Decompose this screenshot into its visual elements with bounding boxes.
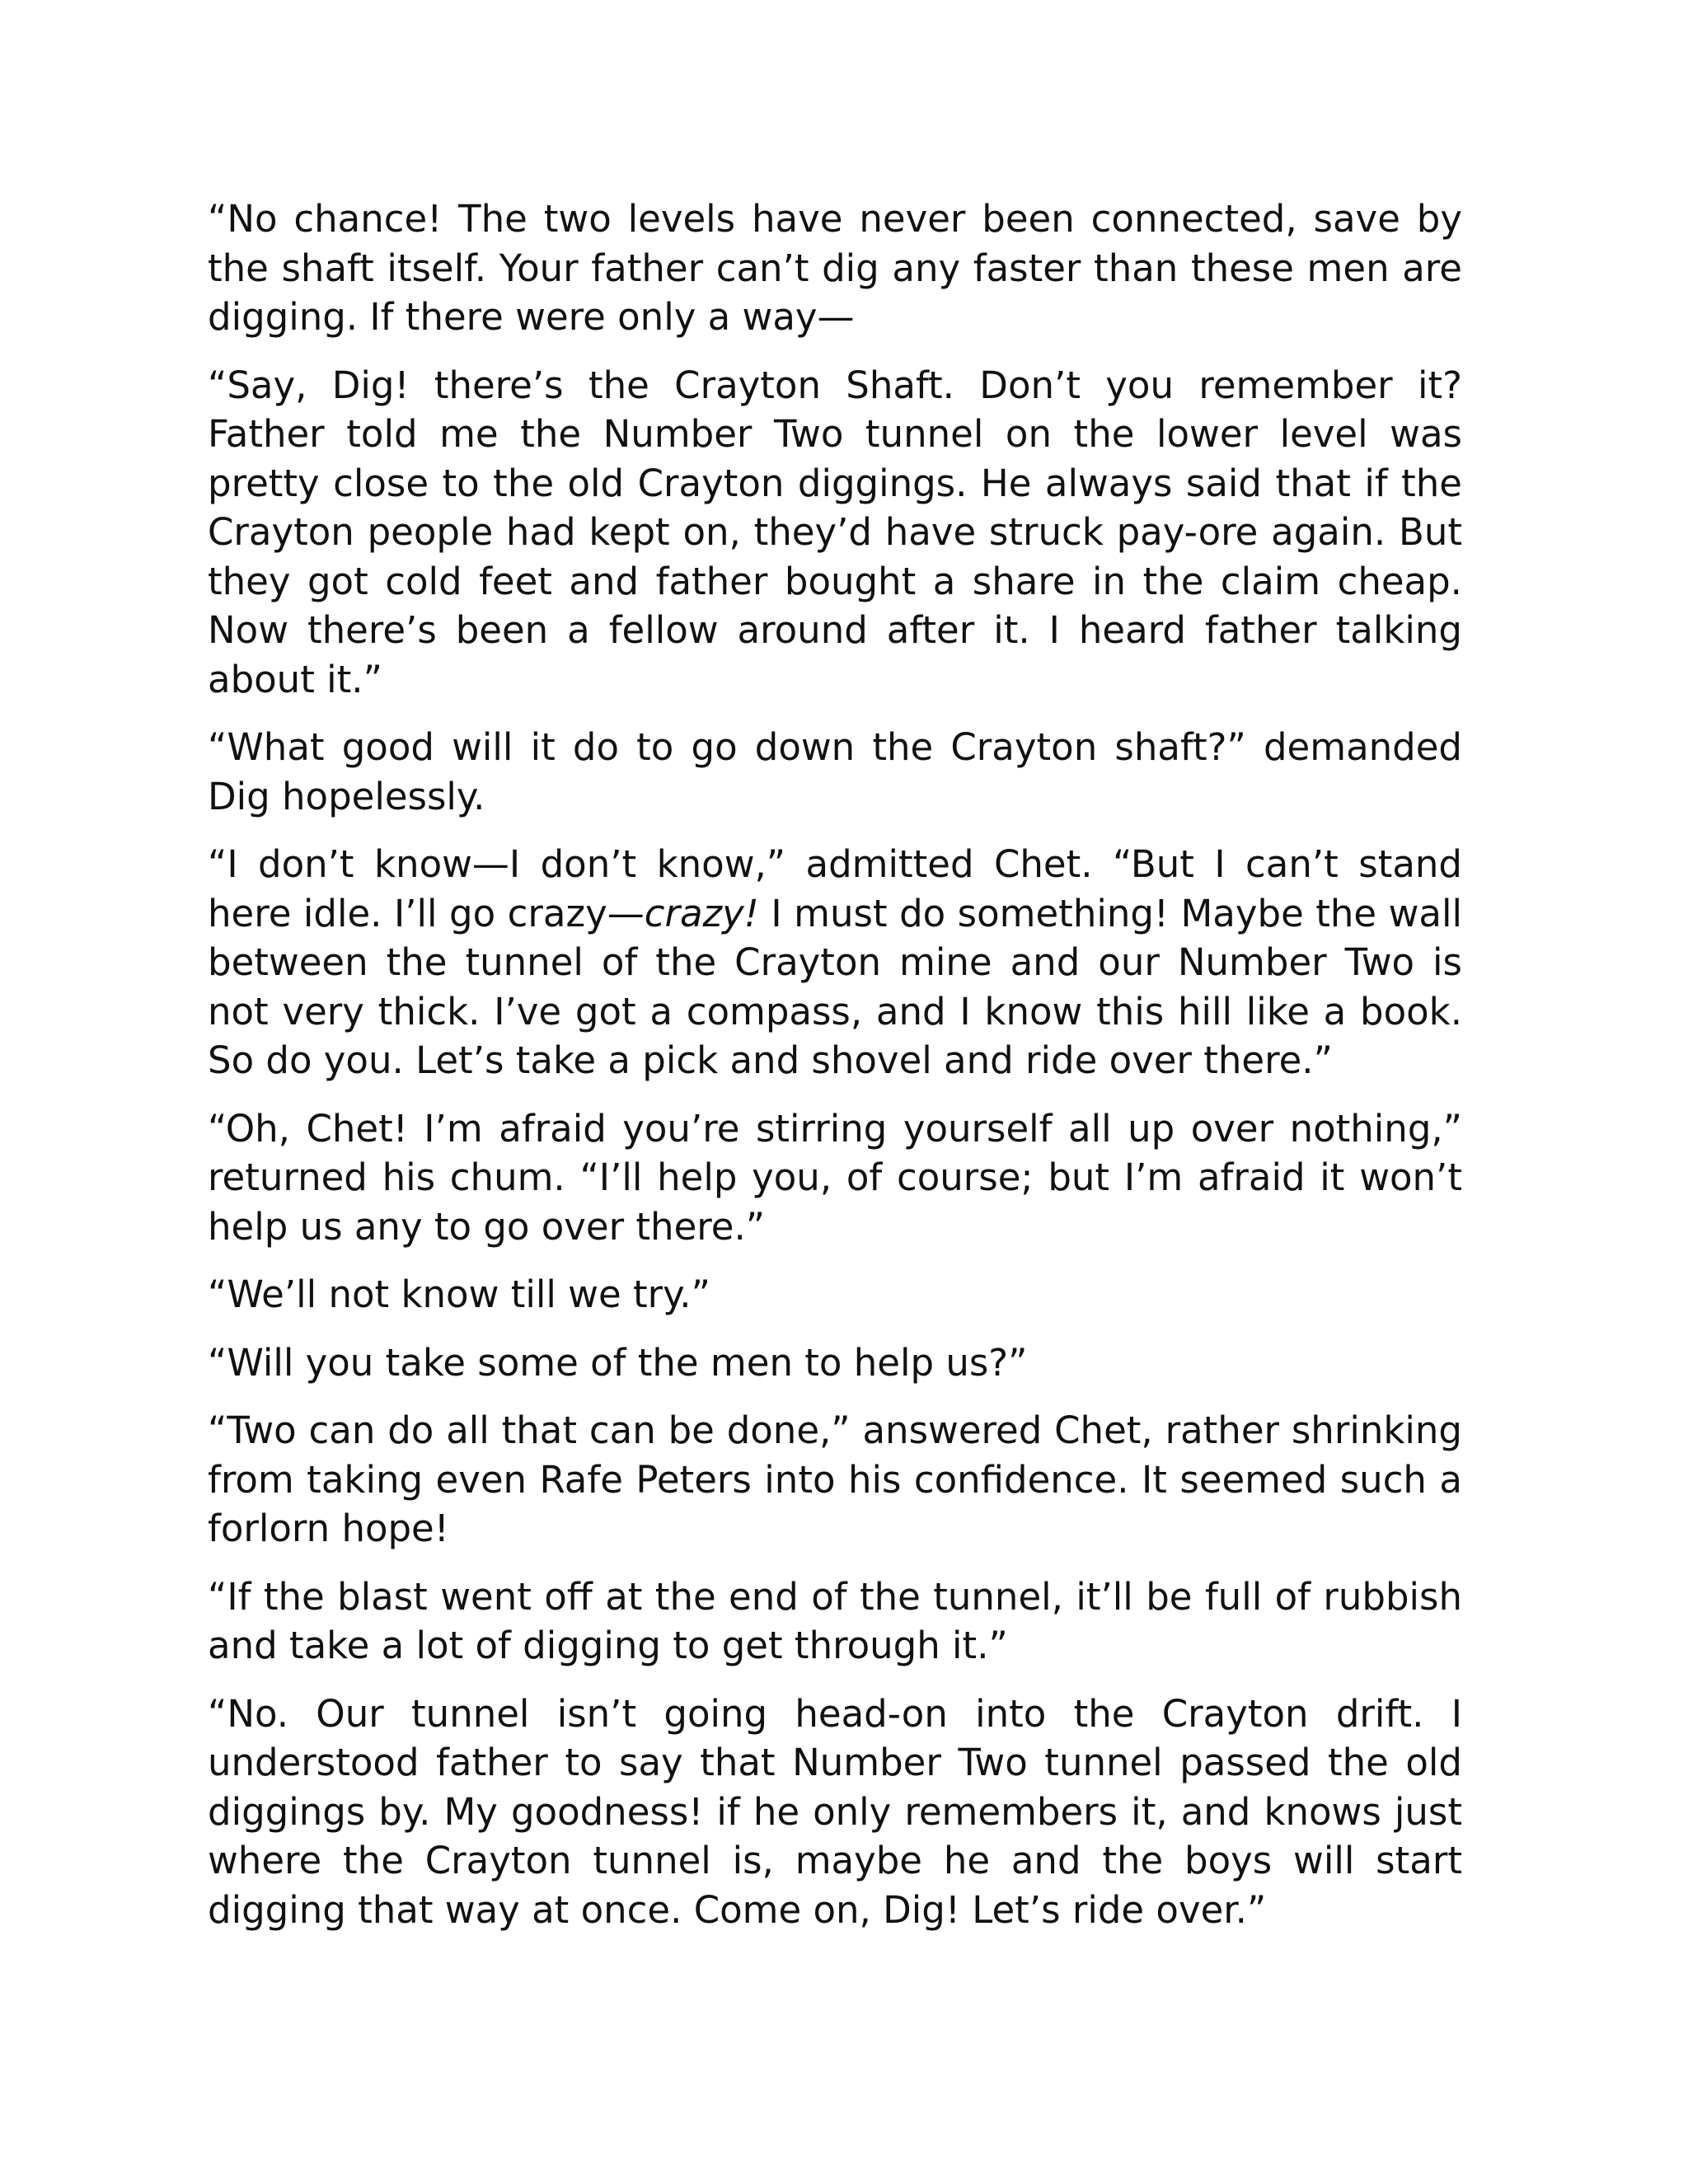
paragraph-6 — [208, 1270, 1462, 1319]
paragraph-3 — [208, 723, 1462, 821]
paragraph-text: “If the blast went off at the end of the tunnel, it’ll be full of rubbish and take a lot of digging to get through it.” — [208, 1574, 1462, 1667]
paragraph-2 — [208, 361, 1462, 705]
paragraph-8 — [208, 1406, 1462, 1554]
page-body — [208, 194, 1462, 1953]
paragraph-10 — [208, 1690, 1462, 1935]
paragraph-text: “No. Our tunnel isn’t going head-on into the Crayton drift. I understood father to say that Number Two tunnel passed the old diggings by. My goodness! if he only remembers it, and knows just where the Crayton tunnel is, maybe he and the boys will start digging that way at once. Come on, Dig! Let’s ride over.” — [208, 1691, 1462, 1932]
paragraph-text: “No chance! The two levels have never been connected, save by the shaft itself. Your father can’t dig any faster than these men are digging. If there were only a way— — [208, 197, 1462, 339]
paragraph-text: “Will you take some of the men to help us?” — [208, 1340, 1028, 1385]
paragraph-5 — [208, 1104, 1462, 1252]
paragraph-7 — [208, 1338, 1462, 1388]
paragraph-emphasis: crazy! — [644, 891, 759, 935]
paragraph-1 — [208, 194, 1462, 342]
paragraph-text: “Oh, Chet! I’m afraid you’re stirring yourself all up over nothing,” returned his chum. “I’ll help you, of course; but I’m afraid it won’t help us any to go over there.” — [208, 1106, 1462, 1249]
paragraph-text: “I don’t know—I don’t know,” admitted Chet. “But I can’t stand here idle. I’ll go crazy— — [208, 842, 1462, 935]
paragraph-text: “We’ll not know till we try.” — [208, 1272, 710, 1316]
paragraph-text: “What good will it do to go down the Crayton shaft?” demanded Dig hopelessly. — [208, 725, 1462, 818]
paragraph-4 — [208, 840, 1462, 1085]
paragraph-text: “Say, Dig! there’s the Crayton Shaft. Don’t you remember it? Father told me the Number Two tunnel on the lower level was pretty close to the old Crayton diggings. He always said that if the Crayton people had kept on, they’d have struck pay-ore again. But they got cold feet and father bought a share in the claim cheap. Now there’s been a fellow around after it. I heard father talking about it.” — [208, 363, 1462, 701]
paragraph-text: I must do something! Maybe the wall between the tunnel of the Crayton mine and our Number Two is not very thick. I’ve got a compass, and I know this hill like a book. So do you. Let’s take a pick and shovel and ride over there.” — [208, 891, 1462, 1082]
paragraph-text: “Two can do all that can be done,” answered Chet, rather shrinking from taking even Rafe Peters into his confidence. It seemed such a forlorn hope! — [208, 1408, 1462, 1550]
paragraph-9 — [208, 1572, 1462, 1671]
